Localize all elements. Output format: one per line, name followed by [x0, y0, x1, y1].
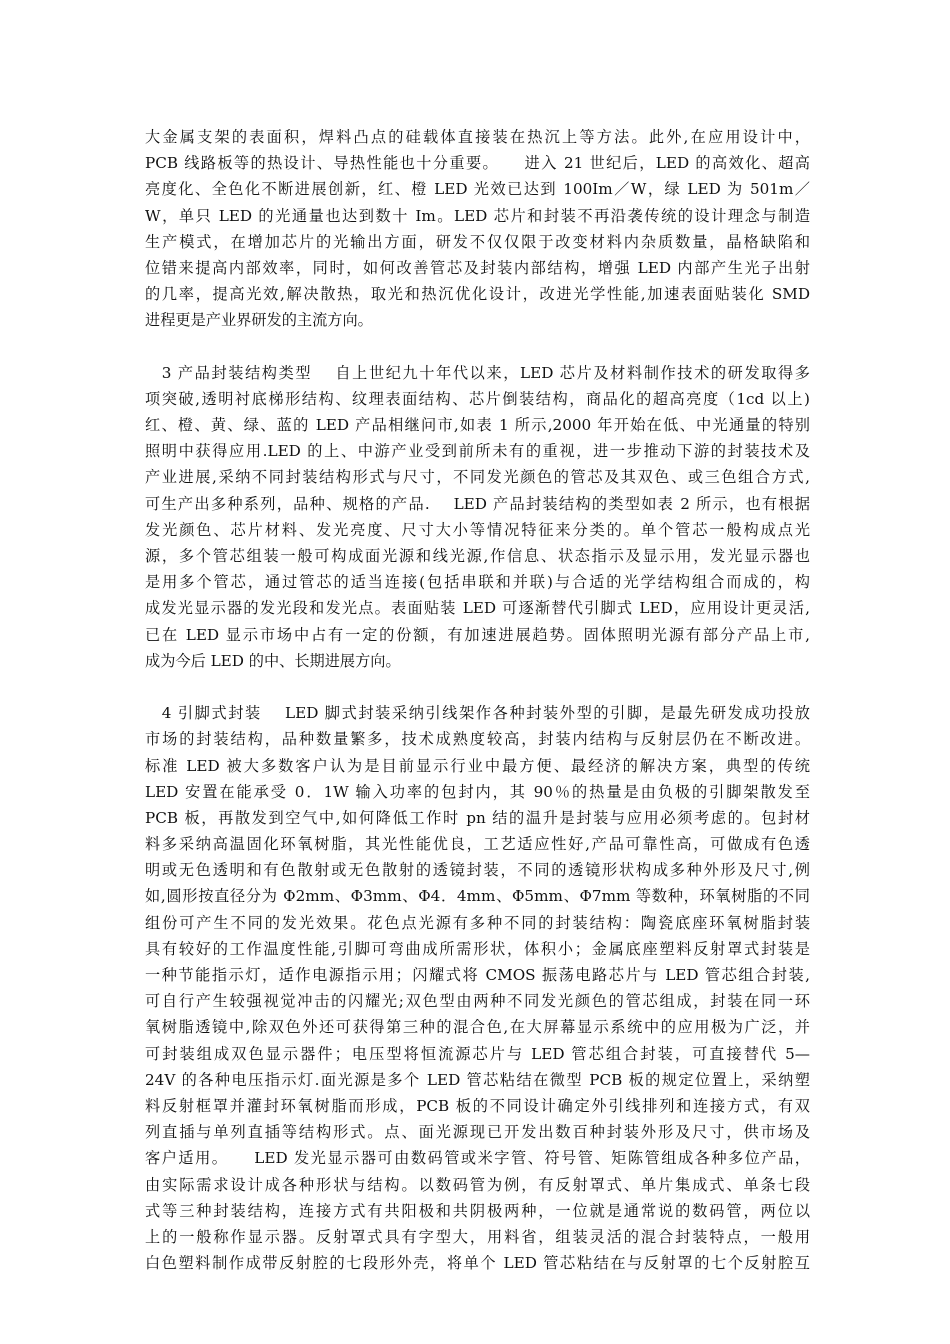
text-line: 列直插与单列直插等结构形式。点、面光源现已开发出数百种封装外形及尺寸，供市场及 — [145, 1123, 810, 1142]
text-line: 进程更是产业界研发的主流方向。 — [145, 311, 373, 330]
text-line: 由实际需求设计成各种形状与结构。以数码管为例，有反射罩式、单片集成式、单条七段 — [145, 1175, 810, 1194]
text-line: 明或无色透明和有色散射或无色散射的透镜封装，不同的透镜形状构成多种外形及尺寸,例 — [145, 861, 810, 880]
text-line: 的几率，提高光效,解决散热，取光和热沉优化设计，改进光学性能,加速表面贴装化 SMD — [145, 285, 810, 304]
paragraph-gap — [145, 674, 810, 700]
text-line: 如,圆形按直径分为 Φ2mm、Φ3mm、Φ4．4mm、Φ5mm、Φ7mm 等数种，环氧树脂的不同 — [145, 887, 810, 906]
text-line: 可生产出多种系列，品种、规格的产品. LED 产品封装结构的类型如表 2 所示，也有根据 — [145, 494, 810, 513]
text-line: 照明中获得应用.LED 的上、中游产业受到前所未有的重视，进一步推动下游的封装技术及 — [145, 442, 810, 461]
text-line: 成发光显示器的发光段和发光点。表面贴装 LED 可逐渐替代引脚式 LED，应用设计更灵活, — [145, 599, 810, 618]
text-line: 白色塑料制作成带反射腔的七段形外壳，将单个 LED 管芯粘结在与反射罩的七个反射腔互 — [145, 1254, 810, 1273]
text-line: 已在 LED 显示市场中占有一定的份额，有加速进展趋势。固体照明光源有部分产品上市, — [145, 625, 810, 644]
text-line: 产业进展,采纳不同封装结构形式与尺寸，不同发光颜色的管芯及其双色、或三色组合方式, — [145, 468, 810, 487]
text-line: 发光颜色、芯片材料、发光亮度、尺寸大小等情况特征来分类的。单个管芯一般构成点光 — [145, 520, 810, 539]
text-line: 客户适用。 LED 发光显示器可由数码管或米字管、符号管、矩陈管组成各种多位产品， — [145, 1149, 810, 1168]
paragraph-package-structure-types — [145, 360, 810, 674]
text-line: 4 引脚式封装 LED 脚式封装采纳引线架作各种封装外型的引脚，是最先研发成功投放 — [145, 704, 810, 723]
text-line: 具有较好的工作温度性能,引脚可弯曲成所需形状，体积小；金属底座塑料反射罩式封装是 — [145, 939, 810, 958]
text-line: 上的一般称作显示器。反射罩式具有字型大，用料省，组装灵活的混合封装特点，一般用 — [145, 1227, 810, 1246]
text-line: 24V 的各种电压指示灯.面光源是多个 LED 管芯粘结在微型 PCB 板的规定位置上，采纳塑 — [145, 1070, 810, 1089]
text-line: 市场的封装结构，品种数量繁多，技术成熟度较高，封装内结构与反射层仍在不断改进。 — [145, 730, 810, 749]
text-line: 大金属支架的表面积，焊料凸点的硅载体直接装在热沉上等方法。此外,在应用设计中， — [145, 128, 810, 146]
text-line: 一种节能指示灯，适作电源指示用；闪耀式将 CMOS 振荡电路芯片与 LED 管芯组合封装, — [145, 966, 810, 984]
text-line: 位错来提高内部效率，同时，如何改善管芯及封装内部结构，增强 LED 内部产生光子出射 — [145, 258, 810, 277]
text-line: 组份可产生不同的发光效果。花色点光源有多种不同的封装结构：陶瓷底座环氧树脂封装 — [145, 913, 810, 932]
text-line: 可自行产生较强视觉冲击的闪耀光;双色型由两种不同发光颜色的管芯组成，封装在同一环 — [145, 992, 810, 1011]
text-line: 生产模式，在增加芯片的光输出方面，研发不仅仅限于改变材料内杂质数量，晶格缺陷和 — [145, 232, 810, 251]
paragraph-led-development — [145, 124, 810, 334]
text-line: 式等三种封装结构，连接方式有共阳极和共阴极两种，一位就是通常说的数码管，两位以 — [145, 1201, 810, 1220]
text-line: W，单只 LED 的光通量也达到数十 Im。LED 芯片和封装不再沿袭传统的设计理念与制造 — [145, 206, 810, 225]
text-line: 源，多个管芯组装一般可构成面光源和线光源,作信息、状态指示及显示用，发光显示器也 — [145, 547, 810, 565]
text-line: 料反射框罩并灌封环氧树脂而形成，PCB 板的不同设计确定外引线排列和连接方式，有双 — [145, 1096, 810, 1115]
text-line: 红、橙、黄、绿、蓝的 LED 产品相继问市,如表 1 所示,2000 年开始在低、中光通量的特别 — [145, 416, 810, 435]
document-page — [145, 124, 810, 1276]
text-line: PCB 线路板等的热设计、导热性能也十分重要。 进入 21 世纪后，LED 的高效化、超高 — [145, 154, 810, 173]
paragraph-gap — [145, 334, 810, 360]
text-line: 3 产品封装结构类型 自上世纪九十年代以来，LED 芯片及材料制作技术的研发取得多 — [145, 363, 810, 382]
text-line: LED 安置在能承受 0．1W 输入功率的包封内，其 90％的热量是由负极的引脚架散发至 — [145, 782, 810, 801]
text-line: 成为今后 LED 的中、长期进展方向。 — [145, 651, 401, 670]
text-line: PCB 板，再散发到空气中,如何降低工作时 pn 结的温升是封装与应用必须考虑的。包封材 — [145, 808, 810, 827]
text-line: 亮度化、全色化不断进展创新，红、橙 LED 光效已达到 100Im／W，绿 LED 为 501m／ — [145, 180, 810, 199]
paragraph-lead-frame-package — [145, 700, 810, 1276]
text-line: 料多采纳高温固化环氧树脂，其光性能优良，工艺适应性好,产品可靠性高，可做成有色透 — [145, 835, 810, 854]
text-line: 标准 LED 被大多数客户认为是目前显示行业中最方便、最经济的解决方案，典型的传统 — [145, 756, 810, 775]
text-line: 氧树脂透镜中,除双色外还可获得第三种的混合色,在大屏幕显示系统中的应用极为广泛，并 — [145, 1018, 810, 1037]
text-line: 是用多个管芯，通过管芯的适当连接(包括串联和并联)与合适的光学结构组合而成的，构 — [145, 573, 810, 592]
text-line: 项突破,透明衬底梯形结构、纹理表面结构、芯片倒装结构，商品化的超高亮度（1cd 以上) — [145, 389, 810, 408]
text-line: 可封装组成双色显示器件；电压型将恒流源芯片与 LED 管芯组合封装，可直接替代 5— — [145, 1044, 810, 1063]
